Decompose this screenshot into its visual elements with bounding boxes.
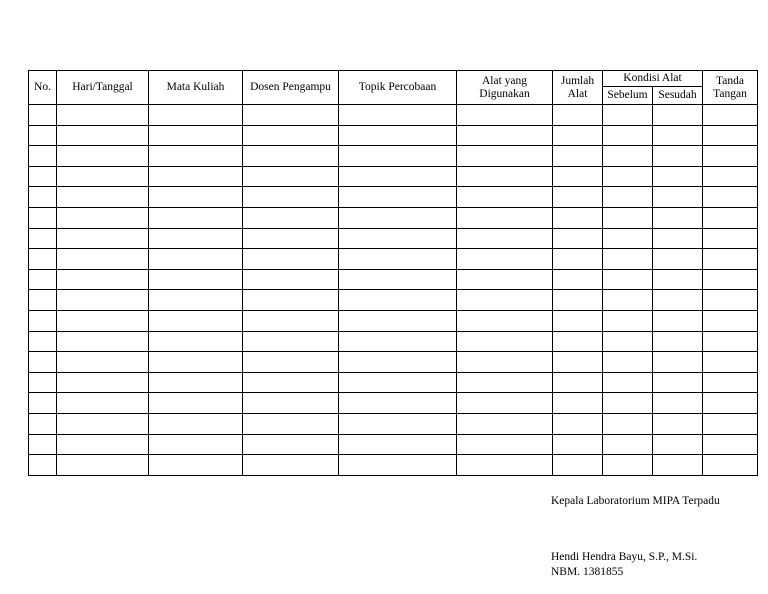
table-cell[interactable] <box>457 228 553 249</box>
table-cell[interactable] <box>553 413 603 434</box>
table-cell[interactable] <box>339 146 457 167</box>
table-row <box>29 393 758 414</box>
table-cell[interactable] <box>57 166 149 187</box>
table-cell[interactable] <box>29 187 57 208</box>
table-cell[interactable] <box>57 228 149 249</box>
table-cell[interactable] <box>703 393 758 414</box>
table-cell[interactable] <box>603 331 653 352</box>
table-cell[interactable] <box>603 310 653 331</box>
table-cell[interactable] <box>603 352 653 373</box>
table-cell[interactable] <box>457 207 553 228</box>
table-cell[interactable] <box>703 455 758 476</box>
table-cell[interactable] <box>243 207 339 228</box>
table-cell[interactable] <box>457 105 553 126</box>
header-count-label: Jumlah Alat <box>560 74 595 100</box>
table-cell[interactable] <box>243 269 339 290</box>
table-cell[interactable] <box>653 372 703 393</box>
table-cell[interactable] <box>243 249 339 270</box>
table-cell[interactable] <box>603 434 653 455</box>
table-cell[interactable] <box>149 434 243 455</box>
lab-usage-log-table <box>28 70 758 476</box>
table-cell[interactable] <box>149 352 243 373</box>
signature-name: Hendi Hendra Bayu, S.P., M.Si. <box>551 551 698 563</box>
header-topic: Topik Percobaan <box>339 71 457 105</box>
table-cell[interactable] <box>243 310 339 331</box>
table-cell[interactable] <box>653 125 703 146</box>
table-cell[interactable] <box>553 352 603 373</box>
table-cell[interactable] <box>703 310 758 331</box>
header-lecturer: Dosen Pengampu <box>243 71 339 105</box>
table-cell[interactable] <box>149 187 243 208</box>
table-cell[interactable] <box>457 249 553 270</box>
table-cell[interactable] <box>57 352 149 373</box>
table-row <box>29 352 758 373</box>
table-cell[interactable] <box>703 352 758 373</box>
table-cell[interactable] <box>29 372 57 393</box>
table-cell[interactable] <box>703 434 758 455</box>
table-cell[interactable] <box>703 372 758 393</box>
table-cell[interactable] <box>553 290 603 311</box>
table-row <box>29 125 758 146</box>
table-cell[interactable] <box>703 249 758 270</box>
table-cell[interactable] <box>457 434 553 455</box>
table-row <box>29 269 758 290</box>
table-cell[interactable] <box>603 125 653 146</box>
table-cell[interactable] <box>29 290 57 311</box>
table-cell[interactable] <box>339 290 457 311</box>
table-cell[interactable] <box>457 125 553 146</box>
table-cell[interactable] <box>553 393 603 414</box>
table-cell[interactable] <box>457 310 553 331</box>
header-tools-label: Alat yang Digunakan <box>479 74 530 100</box>
table-cell[interactable] <box>457 146 553 167</box>
table-cell[interactable] <box>57 125 149 146</box>
table-row <box>29 331 758 352</box>
table-cell[interactable] <box>149 290 243 311</box>
table-cell[interactable] <box>243 187 339 208</box>
table-row <box>29 249 758 270</box>
table-cell[interactable] <box>603 207 653 228</box>
table-cell[interactable] <box>653 290 703 311</box>
table-row <box>29 207 758 228</box>
table-cell[interactable] <box>243 393 339 414</box>
table-cell[interactable] <box>553 331 603 352</box>
table-cell[interactable] <box>57 146 149 167</box>
table-row <box>29 434 758 455</box>
table-cell[interactable] <box>57 413 149 434</box>
table-cell[interactable] <box>553 455 603 476</box>
table-cell[interactable] <box>457 269 553 290</box>
table-cell[interactable] <box>703 105 758 126</box>
table-cell[interactable] <box>339 249 457 270</box>
table-row <box>29 228 758 249</box>
table-cell[interactable] <box>457 393 553 414</box>
table-cell[interactable] <box>553 207 603 228</box>
table-cell[interactable] <box>243 331 339 352</box>
table-cell[interactable] <box>603 393 653 414</box>
table-cell[interactable] <box>653 105 703 126</box>
table-cell[interactable] <box>703 125 758 146</box>
table-cell[interactable] <box>57 310 149 331</box>
table-row <box>29 146 758 167</box>
table-cell[interactable] <box>553 187 603 208</box>
table-cell[interactable] <box>653 249 703 270</box>
table-cell[interactable] <box>339 372 457 393</box>
table-cell[interactable] <box>243 146 339 167</box>
table-cell[interactable] <box>29 310 57 331</box>
header-after: Sesudah <box>653 87 703 105</box>
table-cell[interactable] <box>339 455 457 476</box>
table-cell[interactable] <box>149 146 243 167</box>
table-cell[interactable] <box>243 434 339 455</box>
table-cell[interactable] <box>457 372 553 393</box>
table-cell[interactable] <box>603 290 653 311</box>
table-cell[interactable] <box>29 352 57 373</box>
table-cell[interactable] <box>243 105 339 126</box>
table-cell[interactable] <box>29 249 57 270</box>
table-cell[interactable] <box>149 310 243 331</box>
table-cell[interactable] <box>243 125 339 146</box>
header-course: Mata Kuliah <box>149 71 243 105</box>
header-date: Hari/Tanggal <box>57 71 149 105</box>
table-cell[interactable] <box>457 187 553 208</box>
header-signature <box>703 71 758 105</box>
table-cell[interactable] <box>149 228 243 249</box>
table-cell[interactable] <box>703 228 758 249</box>
table-cell[interactable] <box>703 269 758 290</box>
table-cell[interactable] <box>603 455 653 476</box>
table-cell[interactable] <box>29 166 57 187</box>
signature-title: Kepala Laboratorium MIPA Terpadu <box>551 495 720 507</box>
table-cell[interactable] <box>243 455 339 476</box>
table-cell[interactable] <box>703 290 758 311</box>
table-cell[interactable] <box>553 269 603 290</box>
table-cell[interactable] <box>653 352 703 373</box>
table-cell[interactable] <box>603 372 653 393</box>
table-row <box>29 290 758 311</box>
table-cell[interactable] <box>653 228 703 249</box>
table-cell[interactable] <box>703 331 758 352</box>
table-cell[interactable] <box>57 455 149 476</box>
table-row <box>29 187 758 208</box>
table-cell[interactable] <box>553 125 603 146</box>
table-cell[interactable] <box>653 207 703 228</box>
table-cell[interactable] <box>603 166 653 187</box>
table-cell[interactable] <box>339 393 457 414</box>
table-cell[interactable] <box>57 105 149 126</box>
table-cell[interactable] <box>703 207 758 228</box>
signature-id: NBM. 1381855 <box>551 566 624 578</box>
table-cell[interactable] <box>57 269 149 290</box>
table-cell[interactable] <box>653 187 703 208</box>
table-cell[interactable] <box>339 269 457 290</box>
table-cell[interactable] <box>243 413 339 434</box>
table-cell[interactable] <box>29 146 57 167</box>
table-cell[interactable] <box>57 393 149 414</box>
table-cell[interactable] <box>653 269 703 290</box>
table-cell[interactable] <box>339 352 457 373</box>
table-cell[interactable] <box>603 249 653 270</box>
table-cell[interactable] <box>653 166 703 187</box>
table-cell[interactable] <box>703 413 758 434</box>
table-cell[interactable] <box>457 413 553 434</box>
table-cell[interactable] <box>339 105 457 126</box>
table-cell[interactable] <box>339 310 457 331</box>
table-cell[interactable] <box>149 455 243 476</box>
table-cell[interactable] <box>653 310 703 331</box>
table-cell[interactable] <box>457 166 553 187</box>
table-cell[interactable] <box>603 228 653 249</box>
table-row <box>29 372 758 393</box>
table-cell[interactable] <box>603 146 653 167</box>
table-cell[interactable] <box>703 166 758 187</box>
table-cell[interactable] <box>339 166 457 187</box>
table-cell[interactable] <box>149 393 243 414</box>
table-cell[interactable] <box>243 290 339 311</box>
table-cell[interactable] <box>653 393 703 414</box>
table-cell[interactable] <box>457 455 553 476</box>
table-cell[interactable] <box>703 146 758 167</box>
header-signature-label: Tanda Tangan <box>713 74 747 100</box>
table-cell[interactable] <box>243 372 339 393</box>
table-cell[interactable] <box>339 434 457 455</box>
table-cell[interactable] <box>457 352 553 373</box>
table-cell[interactable] <box>339 413 457 434</box>
header-no: No. <box>29 71 57 105</box>
table-cell[interactable] <box>57 434 149 455</box>
table-cell[interactable] <box>29 207 57 228</box>
table-cell[interactable] <box>339 125 457 146</box>
table-cell[interactable] <box>653 413 703 434</box>
table-cell[interactable] <box>29 105 57 126</box>
table-cell[interactable] <box>603 105 653 126</box>
header-tools <box>457 71 553 105</box>
table-cell[interactable] <box>29 331 57 352</box>
table-cell[interactable] <box>57 187 149 208</box>
table-cell[interactable] <box>339 187 457 208</box>
table-cell[interactable] <box>603 413 653 434</box>
table-row <box>29 310 758 331</box>
table-cell[interactable] <box>339 331 457 352</box>
table-cell[interactable] <box>29 269 57 290</box>
table-cell[interactable] <box>553 105 603 126</box>
header-count <box>553 71 603 105</box>
table-cell[interactable] <box>149 207 243 228</box>
table-cell[interactable] <box>149 166 243 187</box>
table-cell[interactable] <box>653 455 703 476</box>
table-cell[interactable] <box>553 146 603 167</box>
table-cell[interactable] <box>149 249 243 270</box>
table-cell[interactable] <box>29 228 57 249</box>
table-cell[interactable] <box>653 331 703 352</box>
table-cell[interactable] <box>149 105 243 126</box>
table-cell[interactable] <box>339 228 457 249</box>
header-condition: Kondisi Alat <box>603 71 703 87</box>
table-cell[interactable] <box>553 310 603 331</box>
table-cell[interactable] <box>653 434 703 455</box>
table-cell[interactable] <box>603 187 653 208</box>
table-cell[interactable] <box>29 413 57 434</box>
table-cell[interactable] <box>457 331 553 352</box>
table-cell[interactable] <box>553 249 603 270</box>
table-cell[interactable] <box>339 207 457 228</box>
header-before: Sebelum <box>603 87 653 105</box>
table-cell[interactable] <box>243 228 339 249</box>
table-cell[interactable] <box>149 331 243 352</box>
table-cell[interactable] <box>603 269 653 290</box>
table-row <box>29 413 758 434</box>
table-cell[interactable] <box>149 269 243 290</box>
table-cell[interactable] <box>57 207 149 228</box>
table-cell[interactable] <box>243 166 339 187</box>
table-row <box>29 455 758 476</box>
table-cell[interactable] <box>149 372 243 393</box>
table-cell[interactable] <box>553 434 603 455</box>
table-cell[interactable] <box>57 249 149 270</box>
table-cell[interactable] <box>553 166 603 187</box>
table-cell[interactable] <box>57 290 149 311</box>
table-cell[interactable] <box>457 290 553 311</box>
table-row <box>29 166 758 187</box>
table-cell[interactable] <box>57 372 149 393</box>
table-cell[interactable] <box>149 413 243 434</box>
table-cell[interactable] <box>703 187 758 208</box>
table-cell[interactable] <box>553 228 603 249</box>
table-cell[interactable] <box>653 146 703 167</box>
table-cell[interactable] <box>57 331 149 352</box>
table-cell[interactable] <box>243 352 339 373</box>
table-row <box>29 105 758 126</box>
table-cell[interactable] <box>29 393 57 414</box>
table-cell[interactable] <box>29 455 57 476</box>
table-cell[interactable] <box>29 125 57 146</box>
table-cell[interactable] <box>149 125 243 146</box>
table-cell[interactable] <box>29 434 57 455</box>
table-cell[interactable] <box>553 372 603 393</box>
